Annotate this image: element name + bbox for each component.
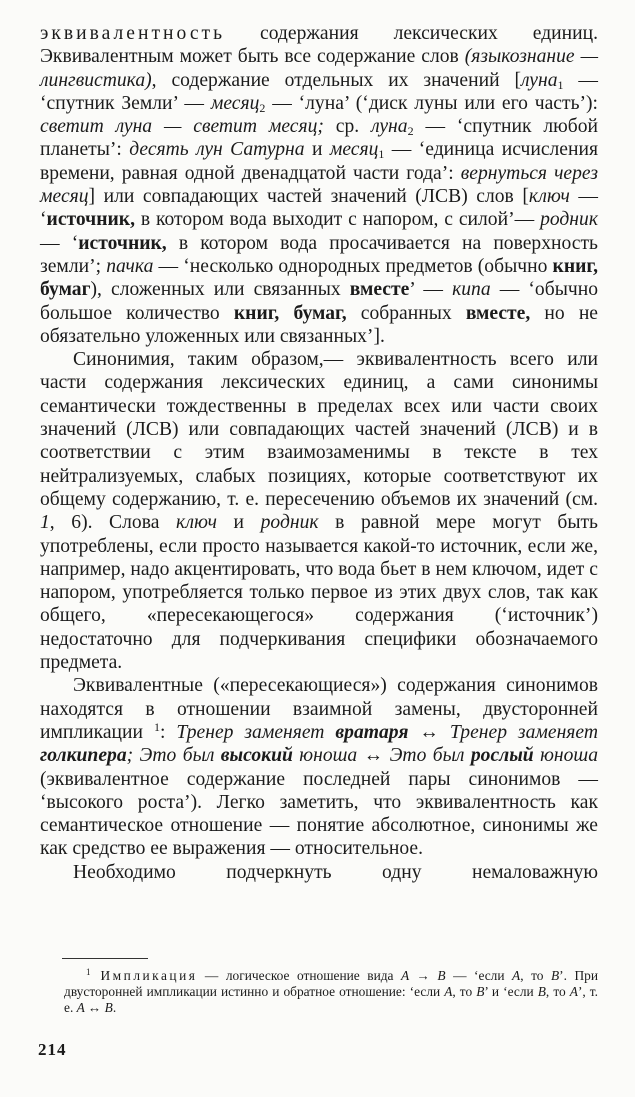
bold-run: источник, (46, 209, 135, 231)
italic-run: Тренер заменяет (176, 721, 336, 743)
text-run: ] или совпадающих частей значений (ЛСВ) слов [ (88, 186, 529, 208)
text-run: , содержание отдельных их значений [ (151, 69, 521, 91)
text-run: , то (452, 984, 477, 999)
bold-run: книг, бумаг (40, 255, 598, 301)
text-run: в равной мере могут быть употреблены, если просто называется какой-то источник, если же, например, надо акцентировать, что вода бьет в нем ключом, идет с напором, употребляется только первое из этих двух слов, так как общего, «пересекающегося» содержания (‘источник’) недостаточно для подчеркивания специфики обозначаемого предмета. (40, 512, 598, 674)
italic-run: пачка (106, 255, 154, 277)
text-run: — ‘если (445, 968, 513, 983)
italic-run: B (537, 984, 546, 999)
text-run: — логическое отношение вида (197, 968, 402, 983)
italic-run: ключ (175, 512, 217, 534)
text-run: Необходимо подчеркнуть одну немаловажную (73, 861, 598, 883)
bold-run: книг, бумаг, (233, 302, 347, 324)
text-run: — ‘несколько однородных предметов (обычно (153, 255, 553, 277)
text-run: , то (520, 968, 551, 983)
italic-run: родник (540, 209, 598, 231)
text-run: — ‘спутник Земли’ — (40, 69, 598, 114)
paragraph-1 (40, 22, 598, 348)
subscript: 1 (557, 77, 564, 92)
text-run: . (112, 1000, 117, 1015)
bold-italic-run: рослый (470, 745, 534, 767)
bold-run: вместе (349, 279, 410, 301)
italic-run: ключ (528, 186, 570, 208)
text-run: ’. При двусторонней импликации истинно и обратное отношение: ‘если (64, 968, 599, 999)
italic-run: A (569, 984, 578, 999)
subscript: 2 (407, 124, 414, 139)
italic-run: кипа (452, 279, 491, 301)
subscript: 1 (378, 147, 385, 162)
footnote-marker[interactable]: 1 (153, 719, 160, 734)
text-run: Эквивалентные («пересекающиеся») содержания синонимов находятся в отношении взаимной замены, двусторонней импликации (40, 675, 598, 743)
text-run: ’ и ‘если (484, 984, 538, 999)
text-run: в котором вода выходит с напором, с силой’— (135, 209, 541, 231)
page-number: 214 (38, 1040, 67, 1059)
text-run: — ‘ (40, 186, 599, 231)
text-run: ), сложенных или связанных (90, 279, 350, 301)
text-run: содержания лексических единиц. Эквивалентным может быть все содержание слов (40, 23, 598, 68)
text-run: — ‘обычно большое количество (40, 279, 598, 324)
spaced-term: Импликация (90, 968, 198, 983)
italic-run: месяц (210, 92, 260, 114)
text-run: — ‘единица исчисления времени, равная одной двенадцатой части года’: (40, 139, 598, 184)
text-run: ср. (323, 116, 372, 138)
text-run: — ‘ (40, 232, 79, 254)
italic-run: B (550, 968, 560, 983)
italic-run: (языкознание — лингвистика) (40, 46, 598, 91)
italic-run: вернуться через месяц (40, 162, 598, 208)
text-run: но не обязательно уложенных или связанных’]. (40, 302, 599, 347)
text-run: , то (545, 984, 570, 999)
text-run: : (159, 721, 177, 743)
text-run: ’, т. е. (64, 984, 598, 1015)
italic-run: месяц (329, 139, 379, 161)
main-text (40, 22, 598, 884)
text-run: и (304, 139, 330, 161)
bold-italic-run: голкипера (40, 745, 127, 767)
italic-run: луна (521, 69, 558, 91)
footnote-number: 1 (86, 967, 91, 977)
italic-run: светит луна — светит месяц; (40, 116, 324, 138)
text-run: — ‘спутник любой планеты’: (40, 116, 598, 161)
text-run: в котором вода просачивается на поверхность земли’; (40, 232, 598, 277)
text-run: ’ — (409, 279, 453, 301)
text-run: Синонимия, таким образом,— эквивалентность всего или части содержания лексических единиц, а сами синонимы семантически тождественны в пределах всех или части своих значений (ЛСВ) или совпадающих частей значений (ЛСВ) и в соответствии с этим взаимозаменимы в тексте в тех нейтрализуемых, слабых позициях, которые соответствуют их общему содержанию, т. е. пересечению объемов их значений (см. (40, 349, 598, 510)
italic-run: юноша (533, 745, 599, 767)
italic-run: A → B (401, 968, 446, 983)
paragraph-2 (40, 348, 598, 674)
italic-run: B (476, 984, 485, 999)
footnote (64, 968, 598, 1016)
italic-run: A ↔ B (76, 1000, 113, 1015)
text-run: , 6). Слова (49, 512, 176, 534)
bold-italic-run: вратаря (335, 721, 409, 743)
footnote-divider (62, 958, 148, 959)
paragraph-3 (40, 674, 598, 860)
text-run: собранных (346, 302, 466, 324)
italic-run: A (444, 984, 453, 999)
spaced-term: эквивалентность (40, 23, 226, 44)
text-run: и (216, 512, 261, 534)
italic-run: десять лун Сатурна (129, 139, 305, 161)
italic-run: 1 (40, 512, 50, 534)
italic-run: юноша ↔ Это был (292, 745, 471, 767)
italic-run: ; Это был (126, 745, 221, 767)
italic-run: луна (371, 116, 408, 138)
bold-run: вместе, (465, 302, 531, 324)
italic-run: ↔ Тренер заменяет (408, 721, 598, 743)
subscript: 2 (259, 100, 266, 115)
paragraph-4 (40, 861, 598, 884)
italic-run: родник (260, 512, 319, 534)
text-run: — ‘луна’ (‘диск луны или его часть’): (265, 92, 599, 114)
text-run: (эквивалентное содержание последней пары синонимов — ‘высокого роста’). Легко заметить, что эквивалентность как семантическое отношение — понятие абсолютное, синонимы же как средство ее выражения — относительное. (40, 768, 598, 860)
bold-run: источник, (78, 232, 167, 254)
italic-run: A (512, 968, 521, 983)
bold-italic-run: высокий (220, 745, 293, 767)
